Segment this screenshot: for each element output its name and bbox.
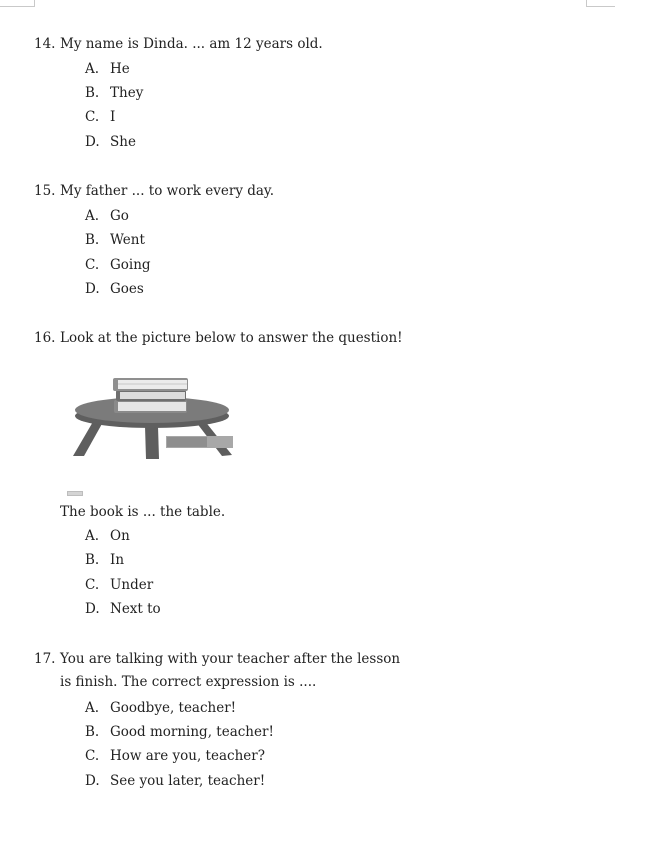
option-15-c[interactable] bbox=[85, 257, 151, 273]
question-number: 15. bbox=[34, 183, 56, 199]
option-letter: A. bbox=[85, 528, 100, 544]
table-leg-left bbox=[73, 420, 103, 456]
question-number: 14. bbox=[34, 36, 56, 52]
option-letter: A. bbox=[85, 208, 100, 224]
option-16-b[interactable] bbox=[85, 552, 124, 568]
option-text: I bbox=[110, 109, 116, 125]
table-leg-front bbox=[145, 426, 159, 459]
question-stem: Look at the picture below to answer the question! bbox=[60, 330, 403, 346]
option-text: Goodbye, teacher! bbox=[110, 700, 237, 716]
option-letter: C. bbox=[85, 748, 100, 764]
option-letter: C. bbox=[85, 109, 100, 125]
option-text: Next to bbox=[110, 601, 161, 617]
option-text: Went bbox=[110, 232, 145, 248]
option-letter: A. bbox=[85, 61, 100, 77]
page-corner-mark-right bbox=[586, 0, 615, 7]
question-stem: You are talking with your teacher after the lesson bbox=[60, 651, 401, 667]
question-number: 17. bbox=[34, 651, 56, 667]
option-15-b[interactable] bbox=[85, 232, 145, 248]
option-text: She bbox=[110, 134, 136, 150]
option-text: Going bbox=[110, 257, 151, 273]
watermark-stamp-inner bbox=[167, 437, 207, 447]
option-text: How are you, teacher? bbox=[110, 748, 265, 764]
option-letter: C. bbox=[85, 257, 100, 273]
question-stem: My father ... to work every day. bbox=[60, 183, 275, 199]
question-15 bbox=[34, 183, 274, 199]
option-letter: C. bbox=[85, 577, 100, 593]
option-text: Under bbox=[110, 577, 154, 593]
option-letter: B. bbox=[85, 232, 100, 248]
option-14-c[interactable] bbox=[85, 109, 115, 125]
question-16-follow-up: The book is ... the table. bbox=[60, 504, 226, 520]
option-letter: A. bbox=[85, 700, 100, 716]
book-on-table-picture bbox=[72, 372, 237, 462]
option-14-b[interactable] bbox=[85, 85, 143, 101]
option-text: Goes bbox=[110, 281, 144, 297]
book-top-pages bbox=[118, 380, 187, 389]
option-text: In bbox=[110, 552, 125, 568]
option-letter: D. bbox=[85, 601, 100, 617]
option-16-c[interactable] bbox=[85, 577, 153, 593]
book-middle-pages bbox=[120, 392, 185, 399]
page-corner-mark-left bbox=[0, 0, 35, 7]
option-letter: D. bbox=[85, 281, 100, 297]
option-text: They bbox=[110, 85, 144, 101]
question-17 bbox=[34, 651, 400, 690]
question-16 bbox=[34, 330, 403, 346]
option-15-a[interactable] bbox=[85, 208, 129, 224]
option-text: See you later, teacher! bbox=[110, 773, 266, 789]
picture-caption-marker bbox=[67, 491, 83, 496]
option-letter: B. bbox=[85, 552, 100, 568]
option-letter: D. bbox=[85, 773, 100, 789]
option-17-c[interactable] bbox=[85, 748, 265, 764]
option-15-d[interactable] bbox=[85, 281, 144, 297]
option-letter: D. bbox=[85, 134, 100, 150]
option-17-d[interactable] bbox=[85, 773, 265, 789]
option-17-b[interactable] bbox=[85, 724, 274, 740]
option-text: He bbox=[110, 61, 130, 77]
book-bottom-pages bbox=[118, 402, 186, 411]
option-16-a[interactable] bbox=[85, 528, 130, 544]
option-text: Good morning, teacher! bbox=[110, 724, 274, 740]
option-text: Go bbox=[110, 208, 129, 224]
question-stem: My name is Dinda. ... am 12 years old. bbox=[60, 36, 323, 52]
option-14-a[interactable] bbox=[85, 61, 130, 77]
book-on-table-illustration bbox=[72, 372, 237, 462]
option-14-d[interactable] bbox=[85, 134, 136, 150]
option-text: On bbox=[110, 528, 130, 544]
question-14 bbox=[34, 36, 323, 52]
option-17-a[interactable] bbox=[85, 700, 236, 716]
option-letter: B. bbox=[85, 85, 100, 101]
option-letter: B. bbox=[85, 724, 100, 740]
question-number: 16. bbox=[34, 330, 56, 346]
option-16-d[interactable] bbox=[85, 601, 161, 617]
question-stem-continued: is finish. The correct expression is .... bbox=[60, 674, 317, 690]
